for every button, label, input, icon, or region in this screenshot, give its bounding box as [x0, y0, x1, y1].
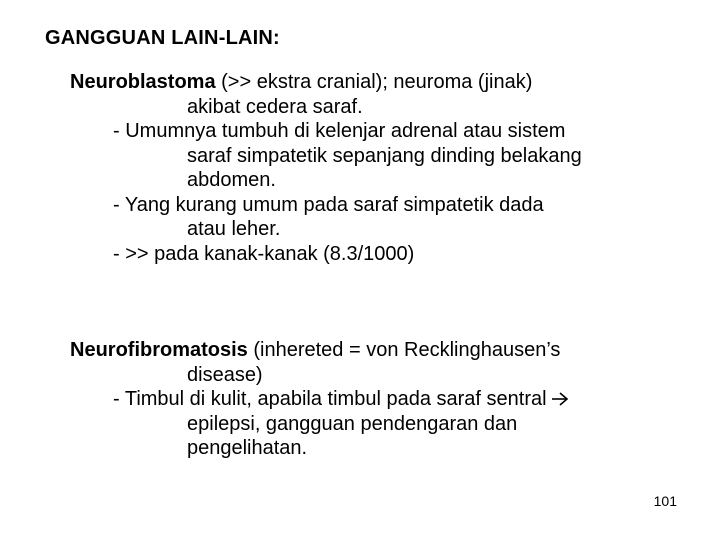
right-arrow-icon: [551, 389, 569, 414]
slide-title: GANGGUAN LAIN-LAIN:: [45, 27, 280, 49]
neuroblastoma-section: [70, 70, 700, 266]
neuroblastoma-term: Neuroblastoma: [70, 71, 216, 93]
neurofibromatosis-bullet-1-line-2: epilepsi, gangguan pendengaran dan: [187, 412, 518, 435]
neuroblastoma-heading-rest: (>> ekstra cranial); neuroma (jinak): [215, 71, 533, 93]
neuroblastoma-heading-cont: akibat cedera saraf.: [187, 95, 363, 118]
neurofibromatosis-term: Neurofibromatosis: [70, 339, 248, 361]
neuroblastoma-bullet-2-line-2: atau leher.: [187, 218, 281, 240]
neuroblastoma-bullet-3: - >> pada kanak-kanak (8.3/1000): [113, 242, 415, 265]
page-number: 101: [653, 493, 677, 509]
neurofibromatosis-bullet-1-line-1: [70, 387, 700, 412]
neuroblastoma-bullet-1-line-3: abdomen.: [187, 169, 276, 191]
neuroblastoma-bullet-2-line-1: - Yang kurang umum pada saraf simpatetik dada: [113, 193, 544, 216]
neurofibromatosis-section: [70, 338, 700, 461]
neuroblastoma-heading-line: [70, 70, 700, 95]
neurofibromatosis-bullet-1-line-3: pengelihatan.: [187, 437, 308, 459]
neurofibromatosis-heading-cont: disease): [187, 363, 263, 386]
neuroblastoma-bullet-1-line-2: saraf simpatetik sepanjang dinding belakang: [187, 144, 582, 167]
neurofibromatosis-heading-line: [70, 338, 700, 363]
neurofibromatosis-heading-rest: (inhereted = von Recklinghausen’s: [247, 339, 561, 361]
neurofibromatosis-bullet-1-text: - Timbul di kulit, apabila timbul pada saraf sentral: [113, 388, 547, 410]
neuroblastoma-bullet-1-line-1: - Umumnya tumbuh di kelenjar adrenal atau sistem: [113, 120, 566, 142]
